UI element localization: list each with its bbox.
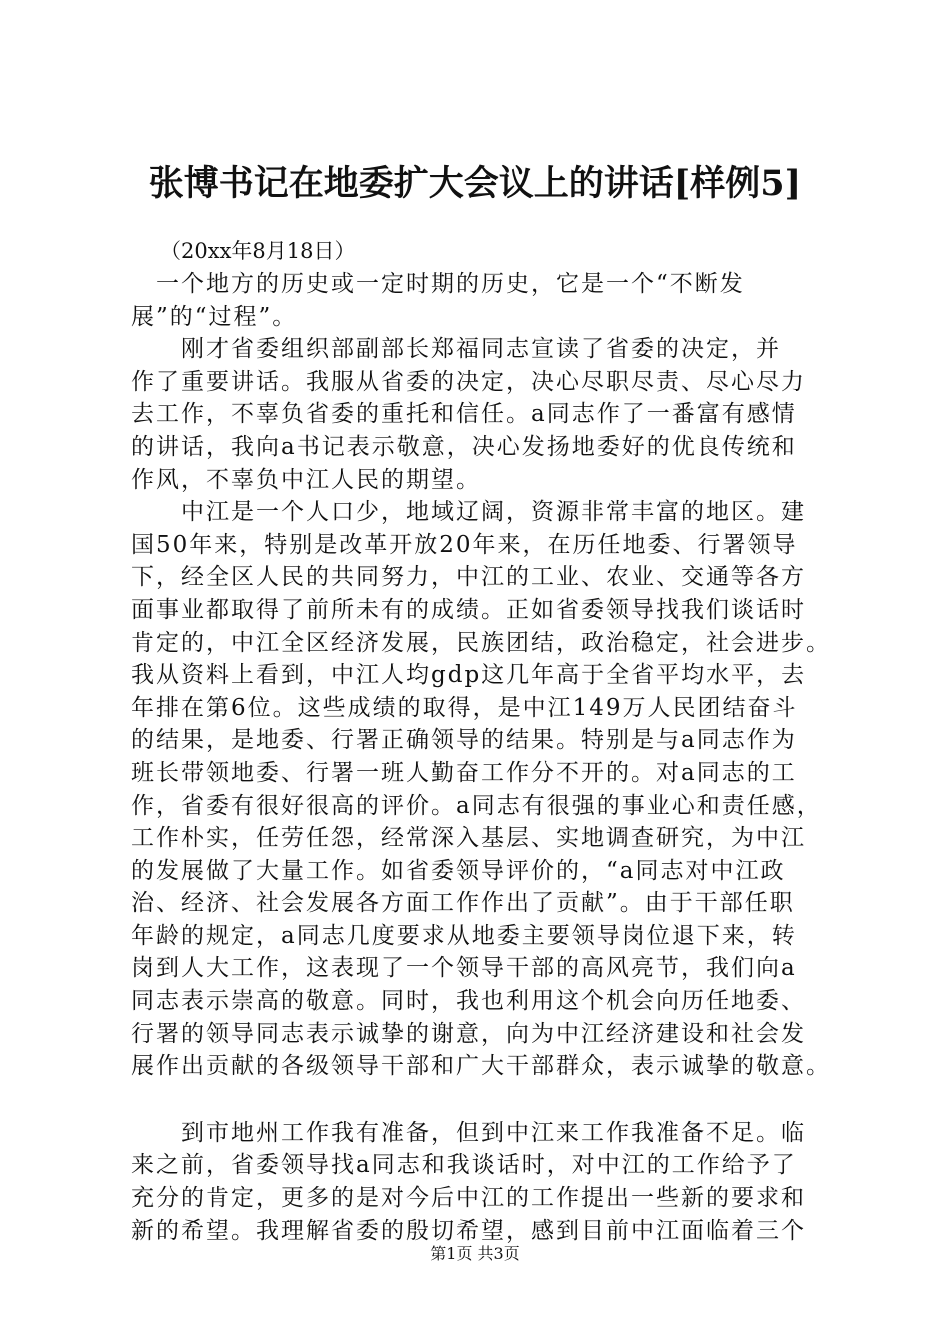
document-body — [131, 268, 831, 1247]
text-line: 行署的领导同志表示诚挚的谢意，向为中江经济建设和社会发 — [131, 1020, 806, 1047]
text-line: 的结果，是地委、行署正确领导的结果。特别是与a同志作为 — [131, 727, 797, 754]
page-number: 第1页 共3页 — [430, 1244, 520, 1263]
text-line: 去工作，不辜负省委的重托和信任。a同志作了一番富有感情 — [131, 401, 797, 428]
text-line: 岗到人大工作，这表现了一个领导干部的高风亮节，我们向a — [131, 955, 797, 982]
text-line: 展作出贡献的各级领导干部和广大干部群众，表示诚挚的敬意。 — [131, 1053, 831, 1080]
text-line: 作风，不辜负中江人民的期望。 — [131, 466, 481, 493]
text-line: 我从资料上看到，中江人均gdp这几年高于全省平均水平，去 — [131, 662, 807, 689]
text-line: 到市地州工作我有准备，但到中江来工作我准备不足。临 — [131, 1119, 806, 1146]
text-line: 新的希望。我理解省委的殷切希望，感到目前中江面临着三个 — [131, 1217, 806, 1244]
text-line: 充分的肯定，更多的是对今后中江的工作提出一些新的要求和 — [131, 1185, 806, 1212]
text-line: 展”的“过程”。 — [131, 303, 298, 330]
text-line: 中江是一个人口少，地域辽阔，资源非常丰富的地区。建 — [131, 499, 806, 526]
text-line: 的发展做了大量工作。如省委领导评价的，“a同志对中江政 — [131, 857, 786, 884]
text-line: 下，经全区人民的共同努力，中江的工业、农业、交通等各方 — [131, 564, 806, 591]
text-line: 治、经济、社会发展各方面工作作出了贡献”。由于干部任职 — [131, 890, 795, 917]
text-line: 班长带领地委、行署一班人勤奋工作分不开的。对a同志的工 — [131, 759, 797, 786]
text-line: 的讲话，我向a书记表示敬意，决心发扬地委好的优良传统和 — [131, 433, 797, 460]
text-line: 同志表示崇高的敬意。同时，我也利用这个机会向历任地委、 — [131, 988, 806, 1015]
text-line: 来之前，省委领导找a同志和我谈话时，对中江的工作给予了 — [131, 1152, 797, 1179]
text-line: 作了重要讲话。我服从省委的决定，决心尽职尽责、尽心尽力 — [131, 368, 806, 395]
text-line: 工作朴实，任劳任怨，经常深入基层、实地调查研究，为中江 — [131, 825, 806, 852]
text-line: 一个地方的历史或一定时期的历史，它是一个“不断发 — [131, 271, 745, 297]
document-title: 张博书记在地委扩大会议上的讲话[样例5] — [148, 163, 802, 204]
text-line: 面事业都取得了前所未有的成绩。正如省委领导找我们谈话时 — [131, 596, 806, 623]
text-line: 年排在第6位。这些成绩的取得，是中江149万人民团结奋斗 — [131, 694, 798, 721]
text-line: 作，省委有很好很高的评价。a同志有很强的事业心和责任感， — [131, 792, 822, 819]
text-line: 年龄的规定，a同志几度要求从地委主要领导岗位退下来，转 — [131, 922, 797, 949]
text-line: 刚才省委组织部副部长郑福同志宣读了省委的决定，并 — [131, 336, 781, 363]
speech-date: （20xx年8月18日） — [160, 239, 356, 263]
text-line: 国50年来，特别是改革开放20年来，在历任地委、行署领导 — [131, 531, 798, 558]
text-line: 肯定的，中江全区经济发展，民族团结，政治稳定，社会进步。 — [131, 629, 831, 656]
